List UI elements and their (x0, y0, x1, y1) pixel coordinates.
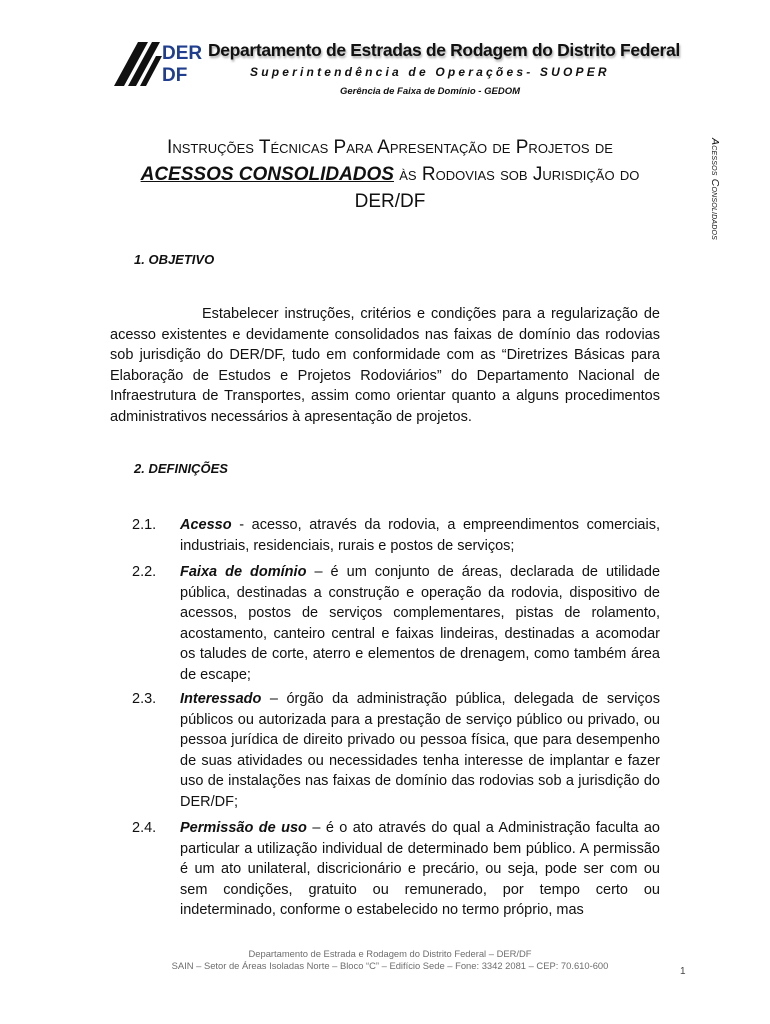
item-term: Acesso (180, 517, 232, 533)
item-text: – é um conjunto de áreas, declarada de utilidade pública, destinadas a construção e operação da rodovia, dispositivo de acessos, postos de serviços complementares, pistas de rolamento, acostamento, canteiro central e faixas lindeiras, destinadas a acomodar os taludes de corte, aterro e elementos de drenagem, como também área de escape; (180, 564, 661, 683)
header-gerencia: Gerência de Faixa de Domínio - GEDOM (339, 86, 520, 97)
der-df-logo (114, 40, 206, 88)
logo-text-df: DF (162, 65, 188, 86)
item-number: 2.3. (132, 691, 157, 707)
item-term: Interessado (180, 691, 262, 707)
item-text: - acesso, através da rodovia, a empreendimentos comerciais, industriais, residenciais, rurais e postos de serviços; (180, 517, 660, 554)
page-number: 1 (680, 966, 686, 977)
footer-line-2: SAIN – Setor de Áreas Isoladas Norte – Bloco “C” – Edifício Sede – Fone: 3342 2081 – CEP: 70.610-600 (171, 960, 609, 971)
title-pre: Instruções Técnicas Para Apresentação de Projetos de (167, 137, 613, 158)
item-text: – órgão da administração pública, delegada de serviços públicos ou autorizada para a prestação de serviço público ou privado, ou pessoa jurídica de direito privado ou pessoa física, que para desempenho de suas atividades ou necessidades tenha interesse de implantar e fazer uso de instalações nas faixas de domínio das rodovias sob a jurisdição do DER/DF; (180, 691, 660, 810)
footer-line-1: Departamento de Estrada e Rodagem do Distrito Federal – DER/DF (248, 948, 532, 959)
header-title: Departamento de Estradas de Rodagem do Distrito Federal (208, 40, 680, 60)
definition-item (132, 689, 660, 813)
header-subtitle: Superintendência de Operações- SUOPER (250, 65, 610, 79)
objetivo-paragraph: Estabelecer instruções, critérios e condições para a regularização de acesso existentes e devidamente consolidados nas faixas de domínio das rodovias sob jurisdição do DER/DF, tudo em conformidade com as “Diretrizes Básicas para Elaboração de Estudos e Projetos Rodoviários” do Departamento Nacional de Infraestrutura de Transportes, assim como orientar quanto a alguns procedimentos administrativos necessários à apresentação de projetos. (110, 306, 660, 425)
title-emphasis: ACESSOS CONSOLIDADOS (140, 164, 394, 185)
logo-text-der: DER (162, 43, 203, 64)
definition-item (132, 562, 660, 686)
section-heading-objetivo: 1. OBJETIVO (134, 252, 215, 267)
item-text: – é o ato através do qual a Administração faculta ao particular a utilização individual de determinado bem público. A permissão é um ato unilateral, discricionário e precário, ou seja, pode ser com ou sem condições, gratuito ou remunerado, por tempo certo ou indeterminado, conforme o estabelecido no termo próprio, mas (180, 820, 660, 919)
item-term: Faixa de domínio (180, 564, 307, 580)
definition-item (132, 515, 660, 556)
page-footer (120, 948, 660, 972)
title-post: às Rodovias sob Jurisdição do DER/DF (354, 164, 640, 212)
item-number: 2.4. (132, 820, 157, 836)
section-heading-definicoes: 2. DEFINIÇÕES (134, 461, 228, 476)
document-title (140, 134, 640, 215)
side-label: Acessos Consolidados (709, 138, 721, 241)
item-number: 2.2. (132, 564, 157, 580)
item-number: 2.1. (132, 517, 157, 533)
definition-item (132, 818, 660, 921)
item-term: Permissão de uso (180, 820, 307, 836)
